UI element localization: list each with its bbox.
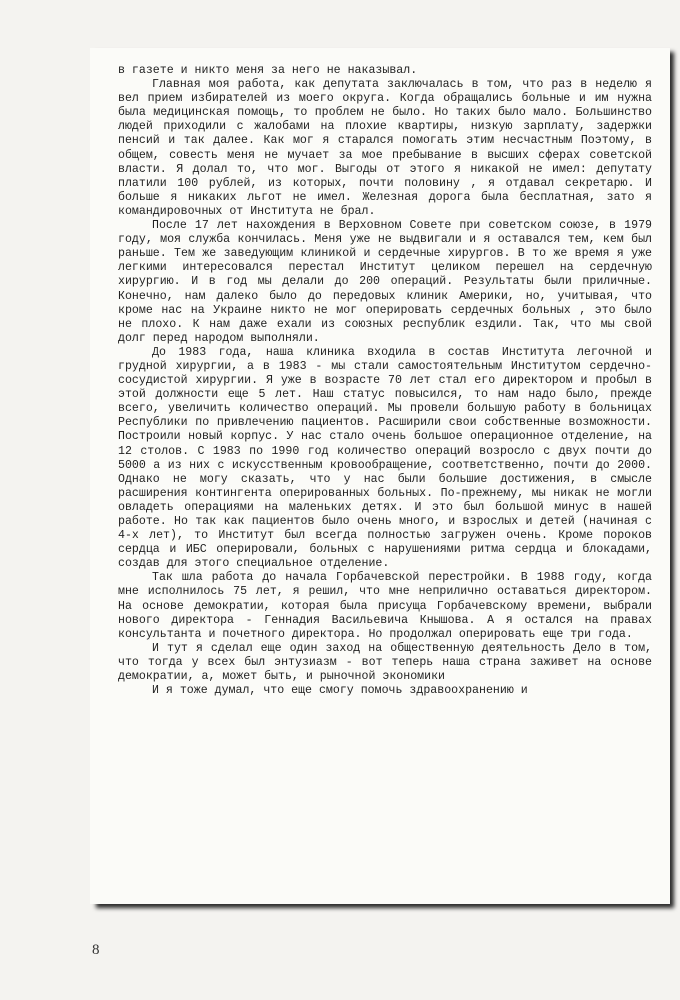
paragraph-perestroika: Так шла работа до начала Горбачевской перестройки. В 1988 году, когда мне исполнилось 75 лет, я решил, что мне неприлично оставаться директором. На основе демократии, которая была присуща Горбачевскому времени, выбрали нового директора - Геннадия Васильевича Кнышова. А я остался на правах консультанта и почетного директора. Но продолжал оперировать еще три года. — [118, 571, 652, 641]
paragraph-end-of-service: После 17 лет нахождения в Верховном Совете при советском союзе, в 1979 году, моя служба кончилась. Меня уже не выдвигали и я оставался тем, кем был раньше. Тем же заведующим клиникой и сердечные хирургов. В то же время я уже легкими интересовался перестал Институт целиком перешел на сердечную хирургию. И в год мы делали до 200 операций. Результаты были приличные. Конечно, нам далеко было до передовых клиник Америки, но, учитывая, что кроме нас на Украине никто не мог оперировать сердечных больных , это было не плохо. К нам даже ехали из союзных республик ездили. Так, что мы свой долг перед народом выполняли. — [118, 219, 652, 345]
page-number: 8 — [92, 942, 100, 958]
paragraph-institute: До 1983 года, наша клиника входила в состав Института легочной и грудной хирургии, а в 1983 - мы стали самостоятельным Институтом сердечно-сосудистой хирургии. Я уже в возрасте 70 лет стал его директором и пробыл в этой должности еще 5 лет. Наш статус повысился, то нам надо было, прежде всего, увеличить количество операций. Мы провели большую работу в больницах Республики по привлечению пациентов. Расширили свои собственные возможности. Построили новый корпус. У нас стало очень большое операционное отделение, на 12 столов. С 1983 по 1990 год количество операций возросло с двух почти до 5000 а из них с искусственным кровообращение, соответственно, почти до 2000. Однако не могу сказать, что у нас были большие достижения, в смысле расширения контингента оперированных больных. По-прежнему, мы никак не могли овладеть операциями на маленьких детях. И это был большой минус в нашей работе. Но так как пациентов было очень много, и взрослых и детей (начиная с 4-х лет), то Институт был всегда полностью загружен очень. Кроме пороков сердца и ИБС оперировали, больных с нарушениями ритма сердца и блокадами, создав для этого специальное отделение. — [118, 345, 652, 571]
typed-text-body — [118, 64, 652, 698]
paragraph-public-activity: И тут я сделал еще один заход на общественную деятельность Дело в том, что тогда у всех был энтузиазм - вот теперь наша страна заживет на основе демократии, а, может быть, и рыночной экономики — [118, 641, 652, 684]
paragraph-deputy-work: Главная моя работа, как депутата заключалась в том, что раз в неделю я вел прием избирателей из моего округа. Когда обращались больные и им нужна была медицинская помощь, то проблем не было. Но таких было мало. Большинство людей приходили с жалобами на плохие квартиры, низкую зарплату, задержки пенсий и так далее. Как мог я старался помогать этим несчастным Поэтому, в общем, совесть меня не мучает за мое пребывание в высших сферах советской власти. Я долал то, что мог. Выгоды от этого я никакой не имел: депутату платили 100 рублей, из которых, почти половину , я отдавал секретарю. И больше я никаких льгот не имел. Железная дорога была бесплатная, зато я командировочных от Института не брал. — [118, 78, 652, 218]
paragraph-final: И я тоже думал, что еще смогу помочь здравоохранению и — [152, 684, 528, 698]
typed-sheet — [90, 48, 670, 904]
paragraph-continuation: в газете и никто меня за него не наказывал. — [118, 64, 418, 77]
